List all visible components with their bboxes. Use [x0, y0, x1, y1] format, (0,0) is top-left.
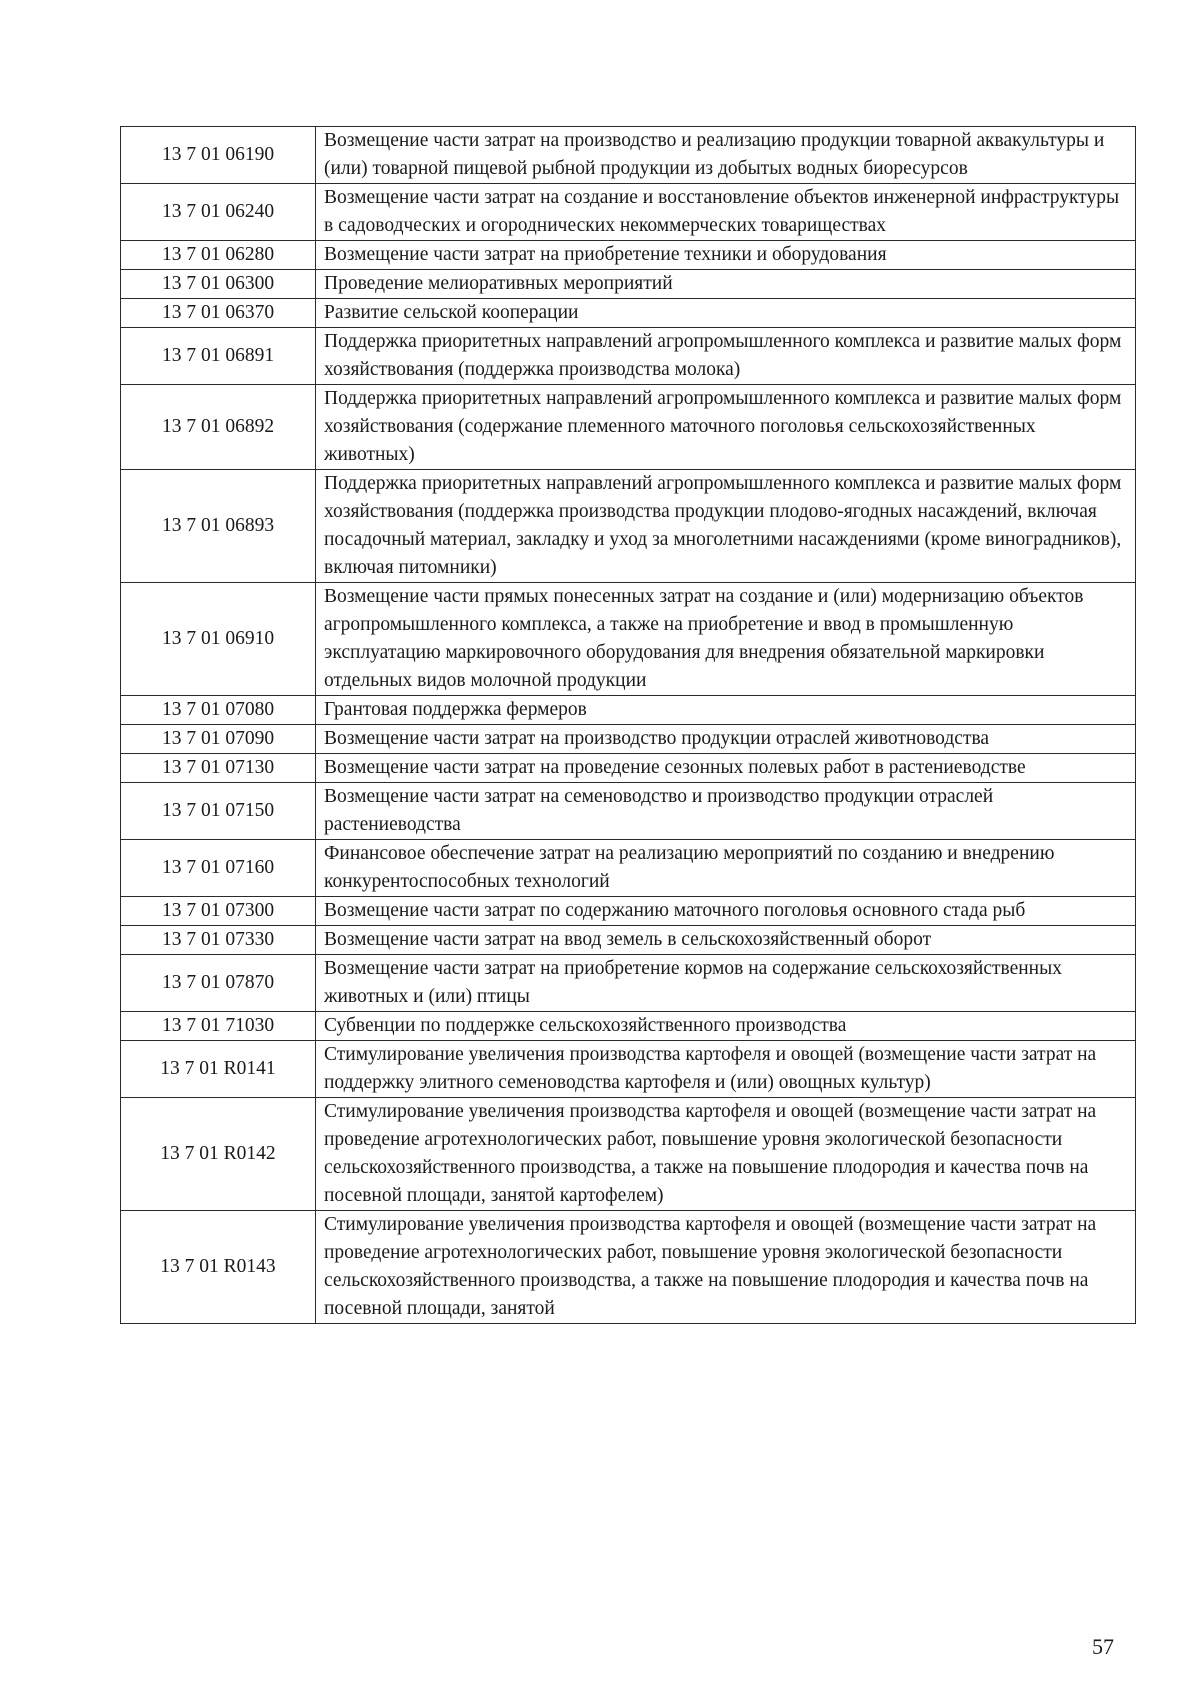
table-row — [121, 241, 1136, 270]
row-code: 13 7 01 R0141 — [121, 1041, 316, 1098]
row-description: Субвенции по поддержке сельскохозяйственного производства — [316, 1012, 1136, 1041]
row-description: Возмещение части затрат на производство и реализацию продукции товарной аквакультуры и (или) товарной пищевой рыбной продукции из добытых водных биоресурсов — [316, 127, 1136, 184]
row-code: 13 7 01 06910 — [121, 583, 316, 696]
row-description: Стимулирование увеличения производства картофеля и овощей (возмещение части затрат на проведение агротехнологических работ, повышение уровня экологической безопасности сельскохозяйственного производства, а также на повышение плодородия и качества почв на посевной площади, занятой — [316, 1211, 1136, 1324]
row-code: 13 7 01 06240 — [121, 184, 316, 241]
row-description: Возмещение части затрат на производство продукции отраслей животноводства — [316, 725, 1136, 754]
table-row — [121, 754, 1136, 783]
table-row — [121, 897, 1136, 926]
row-description: Грантовая поддержка фермеров — [316, 696, 1136, 725]
table-row — [121, 127, 1136, 184]
table-row — [121, 270, 1136, 299]
row-description: Проведение мелиоративных мероприятий — [316, 270, 1136, 299]
row-code: 13 7 01 07330 — [121, 926, 316, 955]
row-description: Стимулирование увеличения производства картофеля и овощей (возмещение части затрат на проведение агротехнологических работ, повышение уровня экологической безопасности сельскохозяйственного производства, а также на повышение плодородия и качества почв на посевной площади, занятой картофелем) — [316, 1098, 1136, 1211]
table-row — [121, 328, 1136, 385]
table-row — [121, 184, 1136, 241]
row-code: 13 7 01 07130 — [121, 754, 316, 783]
table-row — [121, 385, 1136, 470]
table-row — [121, 696, 1136, 725]
row-description: Возмещение части затрат на проведение сезонных полевых работ в растениеводстве — [316, 754, 1136, 783]
row-code: 13 7 01 07160 — [121, 840, 316, 897]
row-code: 13 7 01 07090 — [121, 725, 316, 754]
row-code: 13 7 01 06370 — [121, 299, 316, 328]
row-description: Возмещение части затрат по содержанию маточного поголовья основного стада рыб — [316, 897, 1136, 926]
row-code: 13 7 01 07080 — [121, 696, 316, 725]
row-code: 13 7 01 06893 — [121, 470, 316, 583]
row-code: 13 7 01 07150 — [121, 783, 316, 840]
row-description: Стимулирование увеличения производства картофеля и овощей (возмещение части затрат на поддержку элитного семеноводства картофеля и (или) овощных культур) — [316, 1041, 1136, 1098]
budget-code-table — [120, 126, 1136, 1324]
table-row — [121, 725, 1136, 754]
table-row — [121, 955, 1136, 1012]
table-row — [121, 299, 1136, 328]
table-row — [121, 583, 1136, 696]
row-description: Возмещение части затрат на приобретение кормов на содержание сельскохозяйственных животных и (или) птицы — [316, 955, 1136, 1012]
table-body — [121, 127, 1136, 1324]
table-row — [121, 1098, 1136, 1211]
row-description: Возмещение части затрат на семеноводство и производство продукции отраслей растениеводства — [316, 783, 1136, 840]
row-code: 13 7 01 71030 — [121, 1012, 316, 1041]
row-description: Поддержка приоритетных направлений агропромышленного комплекса и развитие малых форм хозяйствования (поддержка производства молока) — [316, 328, 1136, 385]
row-description: Финансовое обеспечение затрат на реализацию мероприятий по созданию и внедрению конкурентоспособных технологий — [316, 840, 1136, 897]
table-row — [121, 470, 1136, 583]
row-description: Поддержка приоритетных направлений агропромышленного комплекса и развитие малых форм хозяйствования (поддержка производства продукции плодово-ягодных насаждений, включая посадочный материал, закладку и уход за многолетними насаждениями (кроме виноградников), включая питомники) — [316, 470, 1136, 583]
row-code: 13 7 01 06892 — [121, 385, 316, 470]
table-row — [121, 783, 1136, 840]
table-row — [121, 1041, 1136, 1098]
row-description: Возмещение части затрат на ввод земель в сельскохозяйственный оборот — [316, 926, 1136, 955]
table-row — [121, 1211, 1136, 1324]
page-number: 57 — [1092, 1634, 1114, 1659]
row-description: Развитие сельской кооперации — [316, 299, 1136, 328]
table-row — [121, 840, 1136, 897]
table-row — [121, 1012, 1136, 1041]
row-description: Поддержка приоритетных направлений агропромышленного комплекса и развитие малых форм хозяйствования (содержание племенного маточного поголовья сельскохозяйственных животных) — [316, 385, 1136, 470]
table-row — [121, 926, 1136, 955]
row-code: 13 7 01 07300 — [121, 897, 316, 926]
row-code: 13 7 01 06280 — [121, 241, 316, 270]
row-code: 13 7 01 06891 — [121, 328, 316, 385]
row-description: Возмещение части затрат на создание и восстановление объектов инженерной инфраструктуры в садоводческих и огороднических некоммерческих товариществах — [316, 184, 1136, 241]
row-code: 13 7 01 R0142 — [121, 1098, 316, 1211]
row-code: 13 7 01 07870 — [121, 955, 316, 1012]
row-description: Возмещение части прямых понесенных затрат на создание и (или) модернизацию объектов агропромышленного комплекса, а также на приобретение и ввод в промышленную эксплуатацию маркировочного оборудования для внедрения обязательной маркировки отдельных видов молочной продукции — [316, 583, 1136, 696]
row-code: 13 7 01 06300 — [121, 270, 316, 299]
row-code: 13 7 01 R0143 — [121, 1211, 316, 1324]
row-description: Возмещение части затрат на приобретение техники и оборудования — [316, 241, 1136, 270]
row-code: 13 7 01 06190 — [121, 127, 316, 184]
